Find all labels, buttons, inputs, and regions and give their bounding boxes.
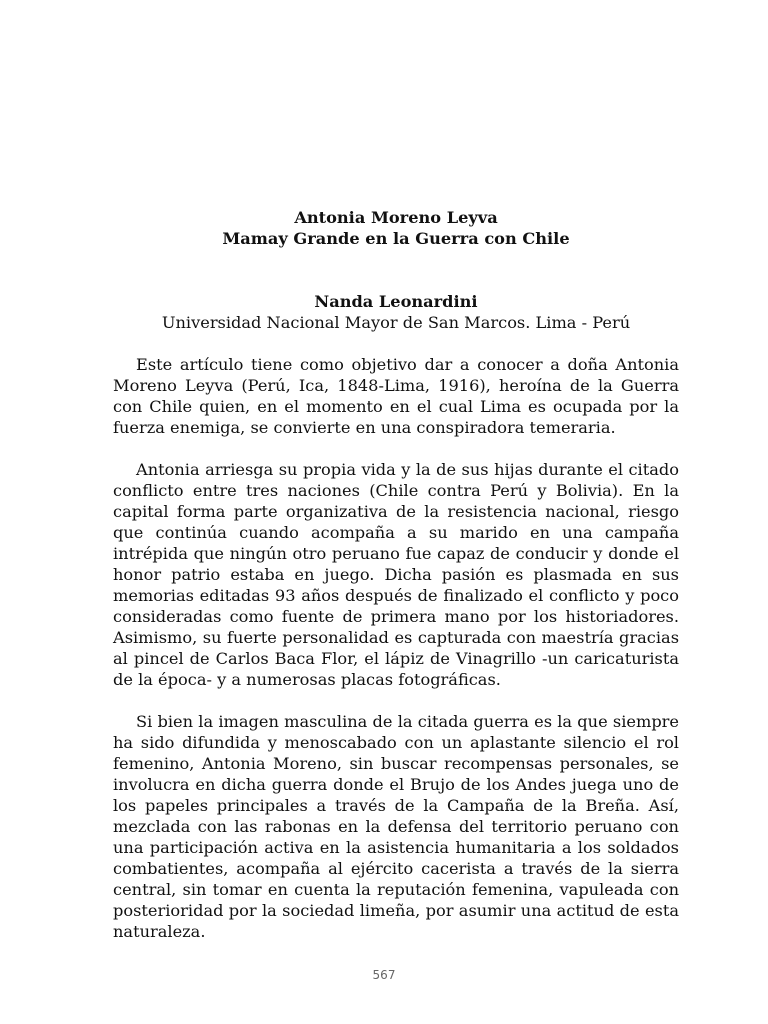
article-title <box>113 207 679 249</box>
text-column <box>113 207 679 942</box>
author-name: Nanda Leonardini <box>314 292 478 311</box>
paragraph-1: Este artículo tiene como objetivo dar a conocer a doña Antonia Moreno Leyva (Perú, Ica, 1848-Lima, 1916), heroína de la Guerra con Chile quien, en el momento en el cual Lima es ocupada por la fuerza enemiga, se convierte en una conspiradora temeraria. <box>113 355 679 437</box>
page-number: 567 <box>372 968 396 982</box>
author-block <box>113 291 679 333</box>
title-line-1: Antonia Moreno Leyva <box>294 208 498 227</box>
author-affiliation: Universidad Nacional Mayor de San Marcos. Lima - Perú <box>161 313 631 332</box>
title-line-2: Mamay Grande en la Guerra con Chile <box>222 229 570 248</box>
paragraph-3: Si bien la imagen masculina de la citada guerra es la que siempre ha sido difundida y menoscabado con un aplastante silencio el rol femenino, Antonia Moreno, sin buscar recompensas personales, se involucra en dicha guerra donde el Brujo de los Andes juega uno de los papeles principales a través de la Campaña de la Breña. Así, mezclada con las rabonas en la defensa del territorio peruano con una participación activa en la asistencia humanitaria a los soldados combatientes, acompaña al ejército cacerista a través de la sierra central, sin tomar en cuenta la reputación femenina, vapuleada con posterioridad por la sociedad limeña, por asumir una actitud de esta naturaleza. <box>113 712 679 941</box>
paragraph-2: Antonia arriesga su propia vida y la de sus hijas durante el citado conflicto entre tres naciones (Chile contra Perú y Bolivia). En la capital forma parte organizativa de la resistencia nacional, riesgo que continúa cuando acompaña a su marido en una campaña intrépida que ningún otro peruano fue capaz de conducir y donde el honor patrio estaba en juego. Dicha pasión es plasmada en sus memorias editadas 93 años después de finalizado el conflicto y poco consideradas como fuente de primera mano por los historiadores. Asimismo, su fuerte personalidad es capturada con maestría gracias al pincel de Carlos Baca Flor, el lápiz de Vinagrillo -un caricaturista de la época- y a numerosas placas fotográficas. <box>113 460 679 689</box>
